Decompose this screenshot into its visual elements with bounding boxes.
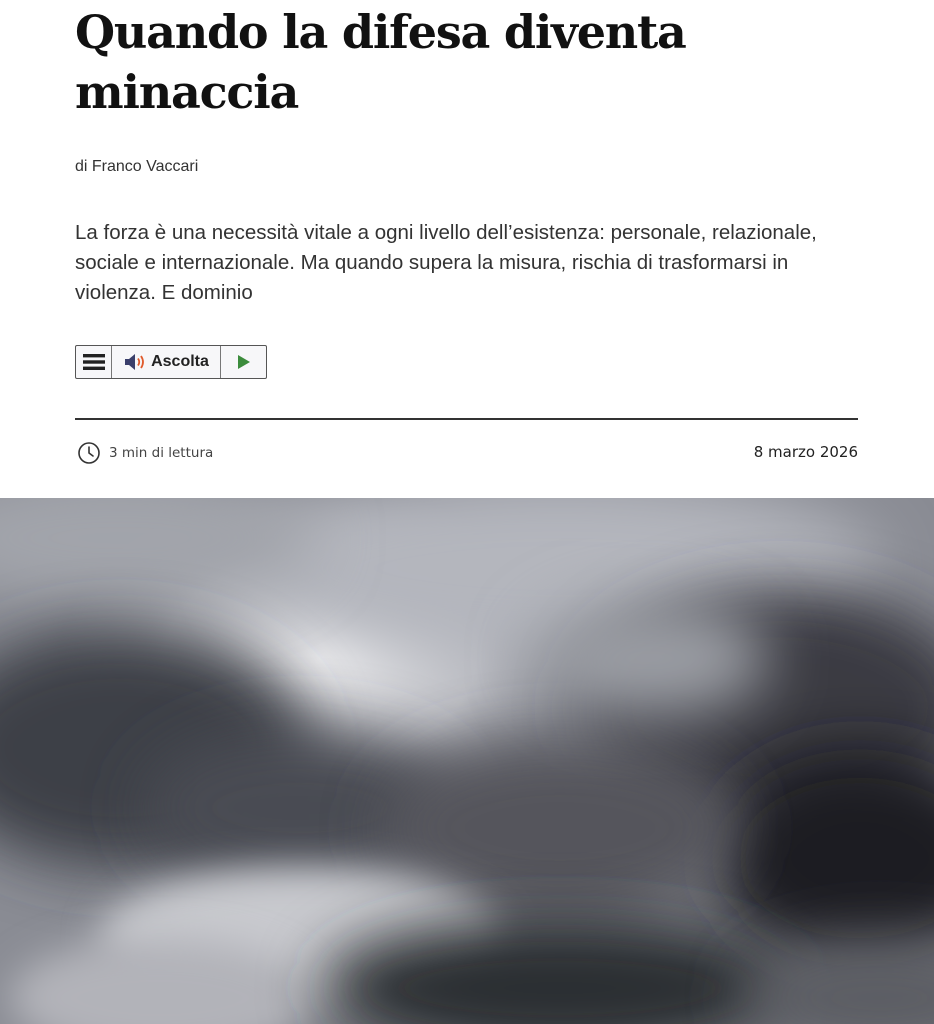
article-title: Quando la difesa diventa minaccia: [75, 5, 686, 119]
hamburger-menu-icon: [83, 353, 105, 371]
reading-time: [77, 441, 213, 465]
player-menu-button[interactable]: [76, 346, 112, 378]
listen-button[interactable]: [112, 346, 221, 378]
publish-date: 8 marzo 2026: [753, 443, 858, 461]
play-button[interactable]: [221, 346, 266, 378]
stormy-clouds-image: [0, 498, 934, 1024]
clock-icon: [77, 441, 101, 465]
listen-label: Ascolta: [151, 353, 209, 370]
article-byline: di Franco Vaccari: [75, 158, 199, 175]
play-icon: [237, 354, 251, 370]
audio-player: [75, 345, 267, 379]
reading-time-label: 3 min di lettura: [109, 445, 214, 461]
clouds-illustration: [0, 498, 934, 1024]
speaker-icon: [123, 352, 147, 372]
article-summary: La forza è una necessità vitale a ogni livello dell’esistenza: personale, relazionale, sociale e internazionale. Ma quando supera la misura, rischia di trasformarsi in violenza. E dominio: [75, 221, 817, 304]
header-divider: [75, 418, 858, 420]
